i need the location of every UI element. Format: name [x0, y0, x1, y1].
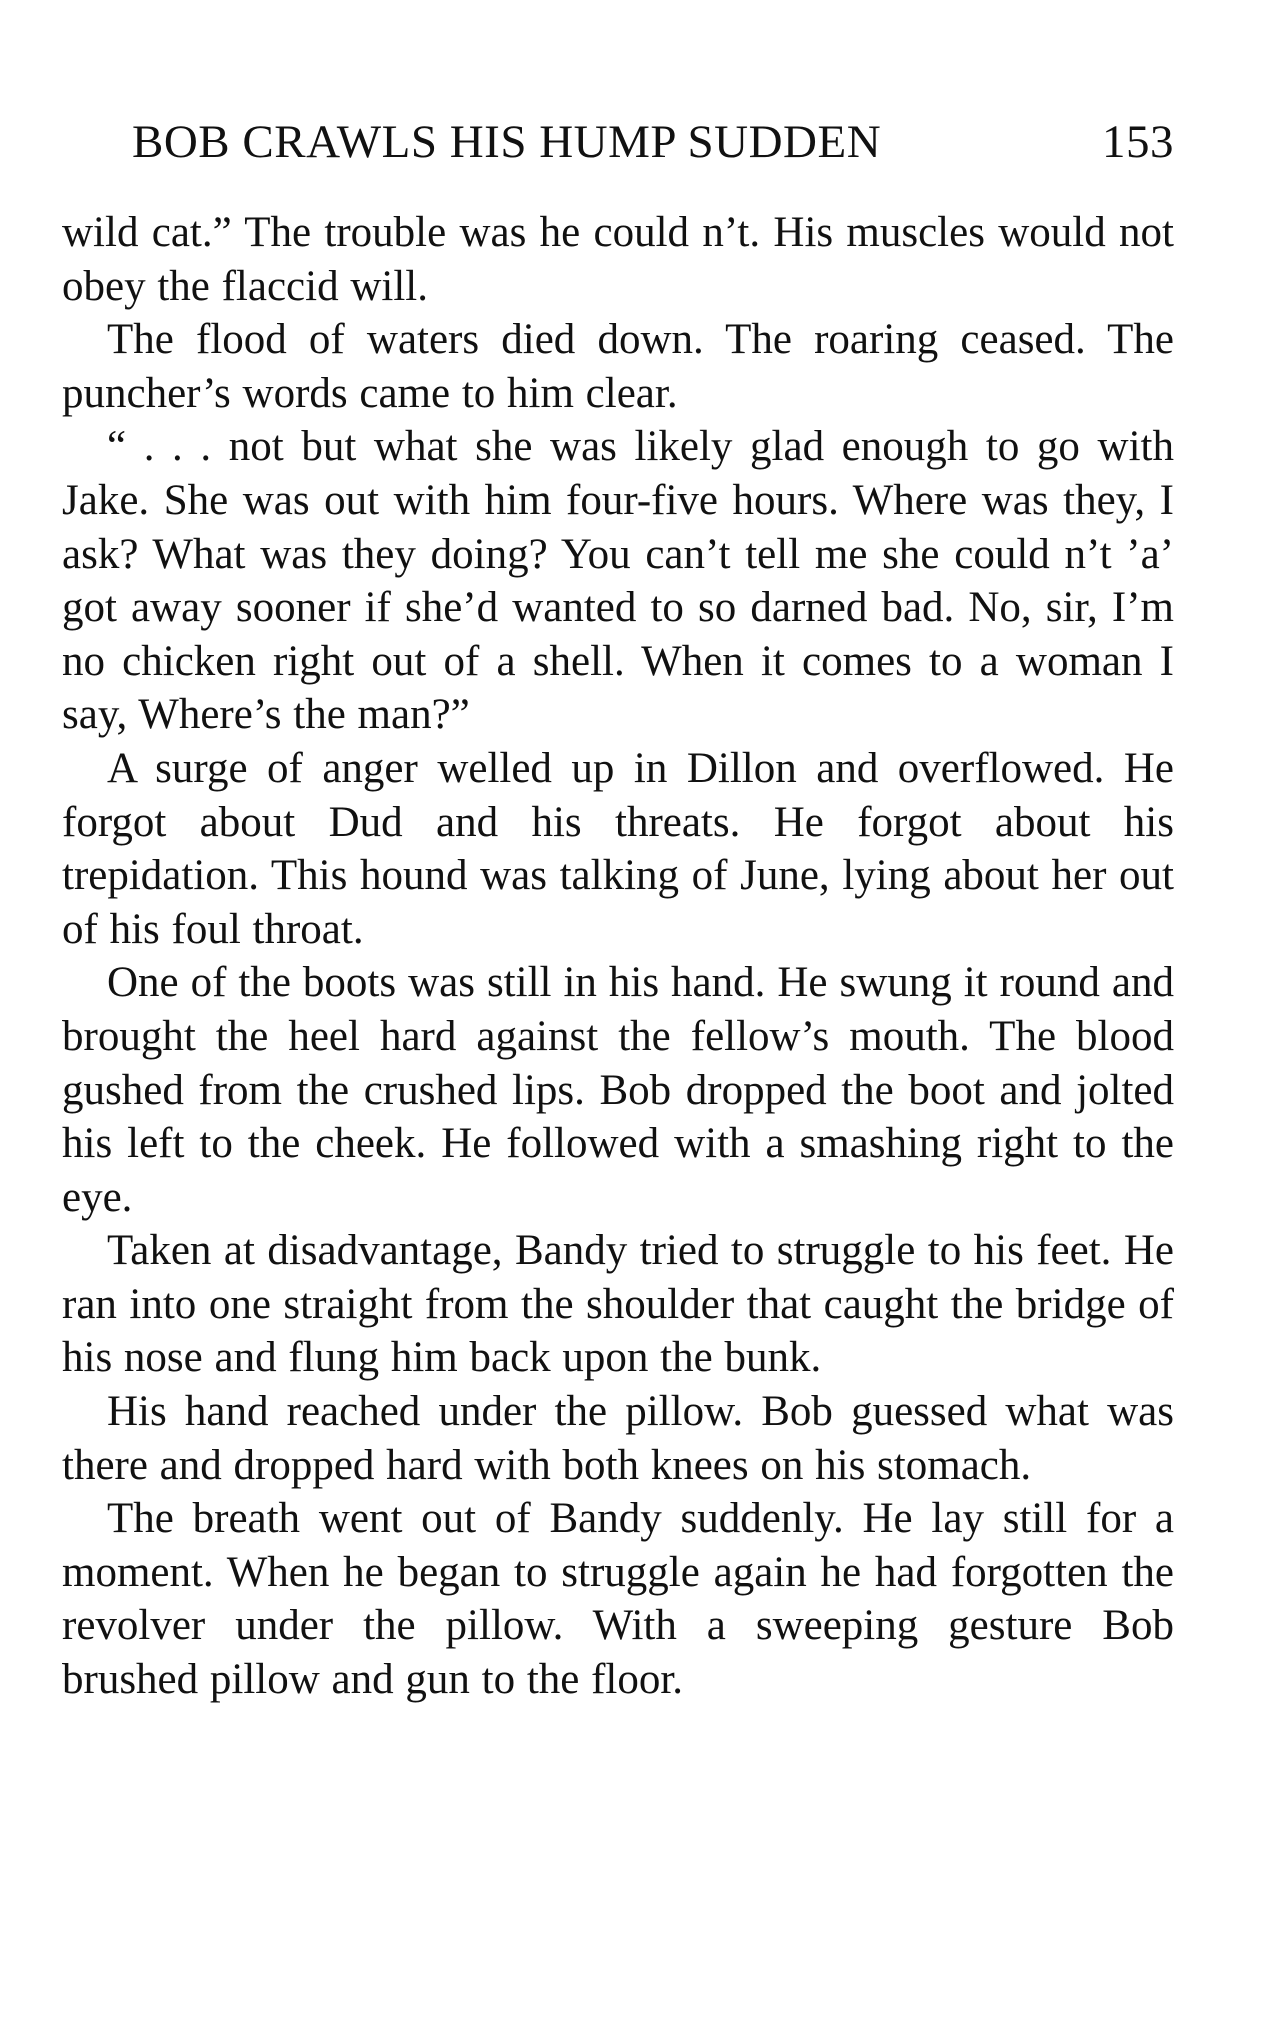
paragraph: A surge of anger welled up in Dillon and overflowed. He forgot about Dud and his threats. He forgot about his trepidation. This hound was talking of June, lying about her out of his foul throat.: [62, 744, 1174, 953]
paragraph: One of the boots was still in his hand. He swung it round and brought the heel hard against the fellow’s mouth. The blood gushed from the crushed lips. Bob dropped the boot and jolted his left to the cheek. He followed with a smashing right to the eye.: [62, 959, 1174, 1221]
page-number: 153: [1102, 116, 1174, 168]
paragraph: The breath went out of Bandy suddenly. He lay still for a moment. When he began to struggle again he had forgotten the revolver under the pillow. With a sweeping gesture Bob brushed pillow and gun to the floor.: [62, 1495, 1174, 1704]
paragraph: wild cat.” The trouble was he could n’t. His muscles would not obey the flaccid will.: [62, 209, 1174, 310]
paragraph: “ . . . not but what she was likely glad enough to go with Jake. She was out with him four-five hours. Where was they, I ask? What was they doing? You can’t tell me she could n’t ’a’ got away sooner if she’d wanted to so darned bad. No, sir, I’m no chicken right out of a shell. When it comes to a woman I say, Where’s the man?”: [62, 423, 1174, 739]
paragraph: Taken at disadvantage, Bandy tried to struggle to his feet. He ran into one straight from the shoulder that caught the bridge of his nose and flung him back upon the bunk.: [62, 1227, 1174, 1382]
running-title: BOB CRAWLS HIS HUMP SUDDEN: [132, 116, 882, 168]
body-text: [62, 206, 1174, 1707]
paragraph: His hand reached under the pillow. Bob guessed what was there and dropped hard with both knees on his stomach.: [62, 1388, 1174, 1489]
paragraph: The flood of waters died down. The roaring ceased. The puncher’s words came to him clear.: [62, 316, 1174, 417]
running-head: [132, 112, 1174, 172]
